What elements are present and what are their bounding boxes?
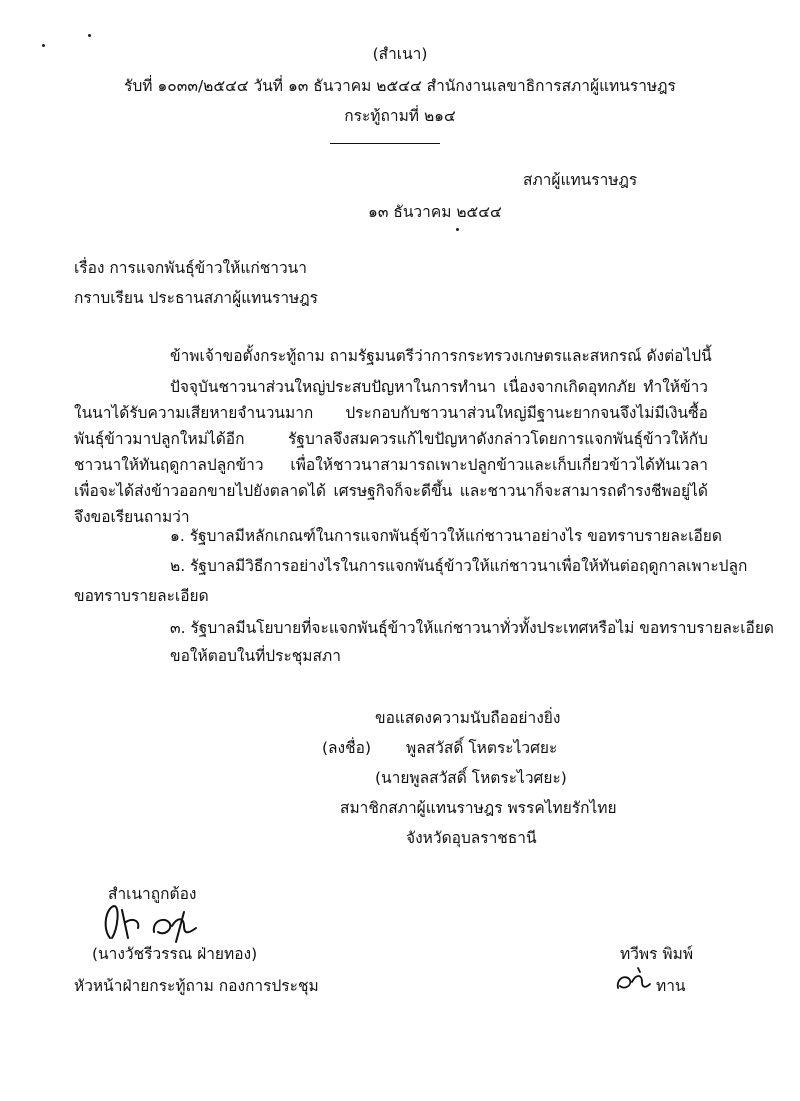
certifier-name: (นางวัชรีวรรณ ฝ่ายทอง) — [92, 945, 258, 963]
letter-subject: เรื่อง การแจกพันธุ์ข้าวให้แก่ชาวนา — [74, 259, 307, 277]
signed-name: พูลสวัสดิ์ โหตระไวศยะ — [406, 739, 558, 757]
handwritten-signature — [92, 898, 222, 948]
question-1: ๑. รัฐบาลมีหลักเกณฑ์ในการแจกพันธุ์ข้าวให้แก่ชาวนาอย่างไร ขอทราบรายละเอียด — [170, 527, 722, 545]
question-number: กระทู้ถามที่ ๒๑๔ — [344, 107, 456, 125]
body-paragraph: ปัจจุบันชาวนาส่วนใหญ่ประสบปัญหาในการทำนา เนื่องจากเกิดอุทกภัย ทำให้ข้าวในนาได้รับความเสียหายจำนวนมาก ประกอบกับชาวนาส่วนใหญ่มีฐานะยากจนจึงไม่มีเงินซื้อพันธุ์ข้าวมาปลูกใหม่ได้อีก รัฐบาลจึงสมควรแก้ไขปัญหาดังกล่าวโดยการแจกพันธุ์ข้าวให้กับชาวนาให้ทันฤดูกาลปลูกข้าว เพื่อให้ชาวนาสามารถเพาะปลูกข้าวและเก็บเกี่ยวข้าวได้ทันเวลา เพื่อจะได้ส่งข้าวออกขายไปยังตลาดได้ เศรษฐกิจก็จะดีขึ้น และชาวนาก็จะสามารถดำรงชีพอยู่ได้ จึงขอเรียนถามว่า — [74, 378, 708, 526]
closing-regards: ขอแสดงความนับถืออย่างยิ่ง — [375, 709, 561, 727]
scan-speck — [88, 34, 91, 37]
certifier-title: หัวหน้าฝ่ายกระทู้ถาม กองการประชุม — [74, 977, 319, 995]
typist-note: ทวีพร พิมพ์ — [620, 945, 694, 963]
sender-organization: สภาผู้แทนราษฎร — [523, 171, 638, 189]
signer-position: สมาชิกสภาผู้แทนราษฎร พรรคไทยรักไทย — [340, 799, 617, 817]
closing-request: ขอให้ตอบในที่ประชุมสภา — [170, 647, 341, 665]
signer-full-name: (นายพูลสวัสดิ์ โหตระไวศยะ) — [375, 769, 567, 787]
question-2: ๒. รัฐบาลมีวิธีการอย่างไรในการแจกพันธุ์ข้าวให้แก่ชาวนาเพื่อให้ทันต่อฤดูกาลเพาะปลูก — [170, 557, 748, 575]
letter-date: ๑๓ ธันวาคม ๒๕๔๔ — [368, 203, 502, 221]
intro-paragraph: ข้าพเจ้าขอตั้งกระทู้ถาม ถามรัฐมนตรีว่าการกระทรวงเกษตรและสหกรณ์ ดังต่อไปนี้ — [170, 347, 712, 365]
signer-province: จังหวัดอุบลราชธานี — [406, 829, 537, 847]
receipt-line: รับที่ ๑๐๓๓/๒๕๔๔ วันที่ ๑๓ ธันวาคม ๒๕๔๔ สำนักงานเลขาธิการสภาผู้แทนราษฎร — [124, 77, 676, 95]
initials-signature — [612, 966, 652, 996]
letter-salutation: กราบเรียน ประธานสภาผู้แทนราษฎร — [74, 289, 318, 307]
question-3: ๓. รัฐบาลมีนโยบายที่จะแจกพันธุ์ข้าวให้แก่ชาวนาทั่วทั้งประเทศหรือไม่ ขอทราบรายละเอียด — [170, 619, 774, 637]
header-divider — [330, 143, 440, 144]
copy-mark: (สำเนา) — [372, 45, 428, 63]
scan-speck — [456, 228, 459, 231]
signed-label: (ลงชื่อ) — [322, 739, 371, 757]
proofread-note: ทาน — [656, 977, 686, 995]
certified-copy-label: สำเนาถูกต้อง — [108, 885, 197, 903]
question-2-continuation: ขอทราบรายละเอียด — [74, 587, 209, 605]
